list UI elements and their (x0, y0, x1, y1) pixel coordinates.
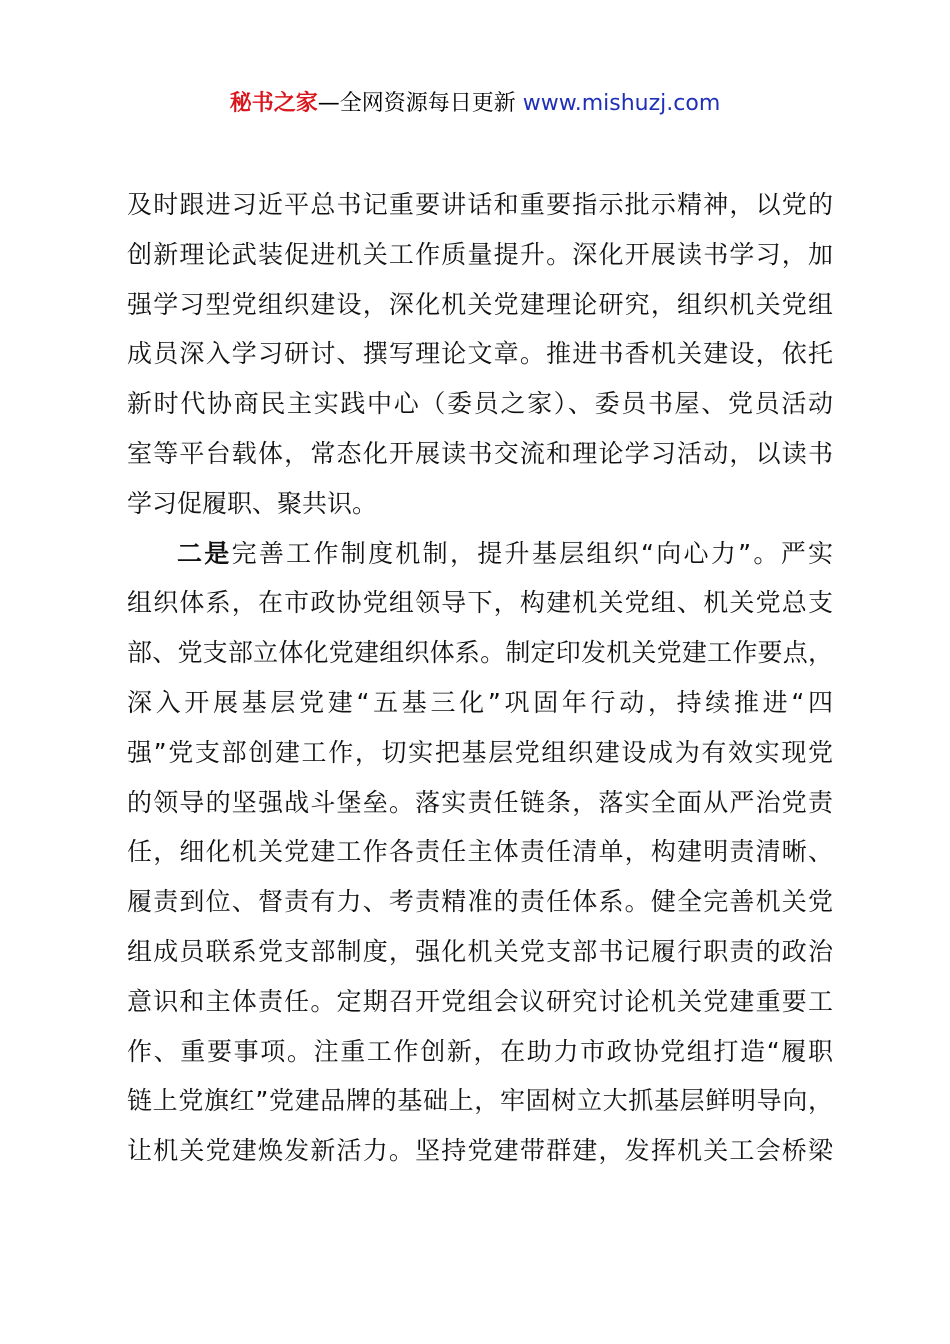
text-line: 作、重要事项。注重工作创新，在助力市政协党组打造“履职 (127, 1036, 833, 1066)
text-line: 深入开展基层党建“五基三化”巩固年行动，持续推进“四 (127, 687, 833, 717)
text-line: 部、党支部立体化党建组织体系。制定印发机关党建工作要点， (127, 638, 833, 668)
text-line: 让机关党建焕发新活力。坚持党建带群建，发挥机关工会桥梁 (127, 1136, 833, 1166)
text-line: 链上党旗红”党建品牌的基础上，牢固树立大抓基层鲜明导向， (127, 1086, 833, 1116)
text-line: 组织体系，在市政协党组领导下，构建机关党组、机关党总支 (127, 588, 833, 618)
text-line: 履责到位、督责有力、考责精准的责任体系。健全完善机关党 (127, 887, 833, 917)
paragraph-1 (127, 180, 833, 529)
paragraph-lead: 二是 (177, 538, 232, 568)
text-line: 成员深入学习研讨、撰写理论文章。推进书香机关建设，依托 (127, 339, 833, 369)
header-tagline: —全网资源每日更新 (317, 91, 523, 116)
text-line: 创新理论武装促进机关工作质量提升。深化开展读书学习，加 (127, 239, 833, 269)
text-line: 意识和主体责任。定期召开党组会议研究讨论机关党建重要工 (127, 986, 833, 1016)
text-line: 任，细化机关党建工作各责任主体责任清单，构建明责清晰、 (127, 837, 833, 867)
site-url-link[interactable]: www.mishuzj.com (522, 91, 721, 116)
site-header (0, 88, 950, 120)
text-line: 及时跟进习近平总书记重要讲话和重要指示批示精神，以党的 (127, 190, 833, 219)
text-line: 学习促履职、聚共识。 (127, 488, 378, 518)
text-line: 新时代协商民主实践中心（委员之家）、委员书屋、党员活动 (127, 389, 833, 419)
paragraph-2 (127, 529, 833, 1176)
brand-name: 秘书之家 (229, 91, 318, 116)
document-body (127, 180, 833, 1176)
text-line: 组成员联系党支部制度，强化机关党支部书记履行职责的政治 (127, 936, 833, 966)
text-line: 的领导的坚强战斗堡垒。落实责任链条，落实全面从严治党责 (127, 787, 833, 817)
text-line: 强学习型党组织建设，深化机关党建理论研究，组织机关党组 (127, 289, 833, 319)
paragraph-first-line (127, 529, 833, 579)
text-line: 强”党支部创建工作，切实把基层党组织建设成为有效实现党 (127, 737, 833, 767)
text-line: 室等平台载体，常态化开展读书交流和理论学习活动，以读书 (127, 438, 833, 468)
first-line-text: 完善工作制度机制，提升基层组织“向心力”。严实 (231, 538, 833, 568)
